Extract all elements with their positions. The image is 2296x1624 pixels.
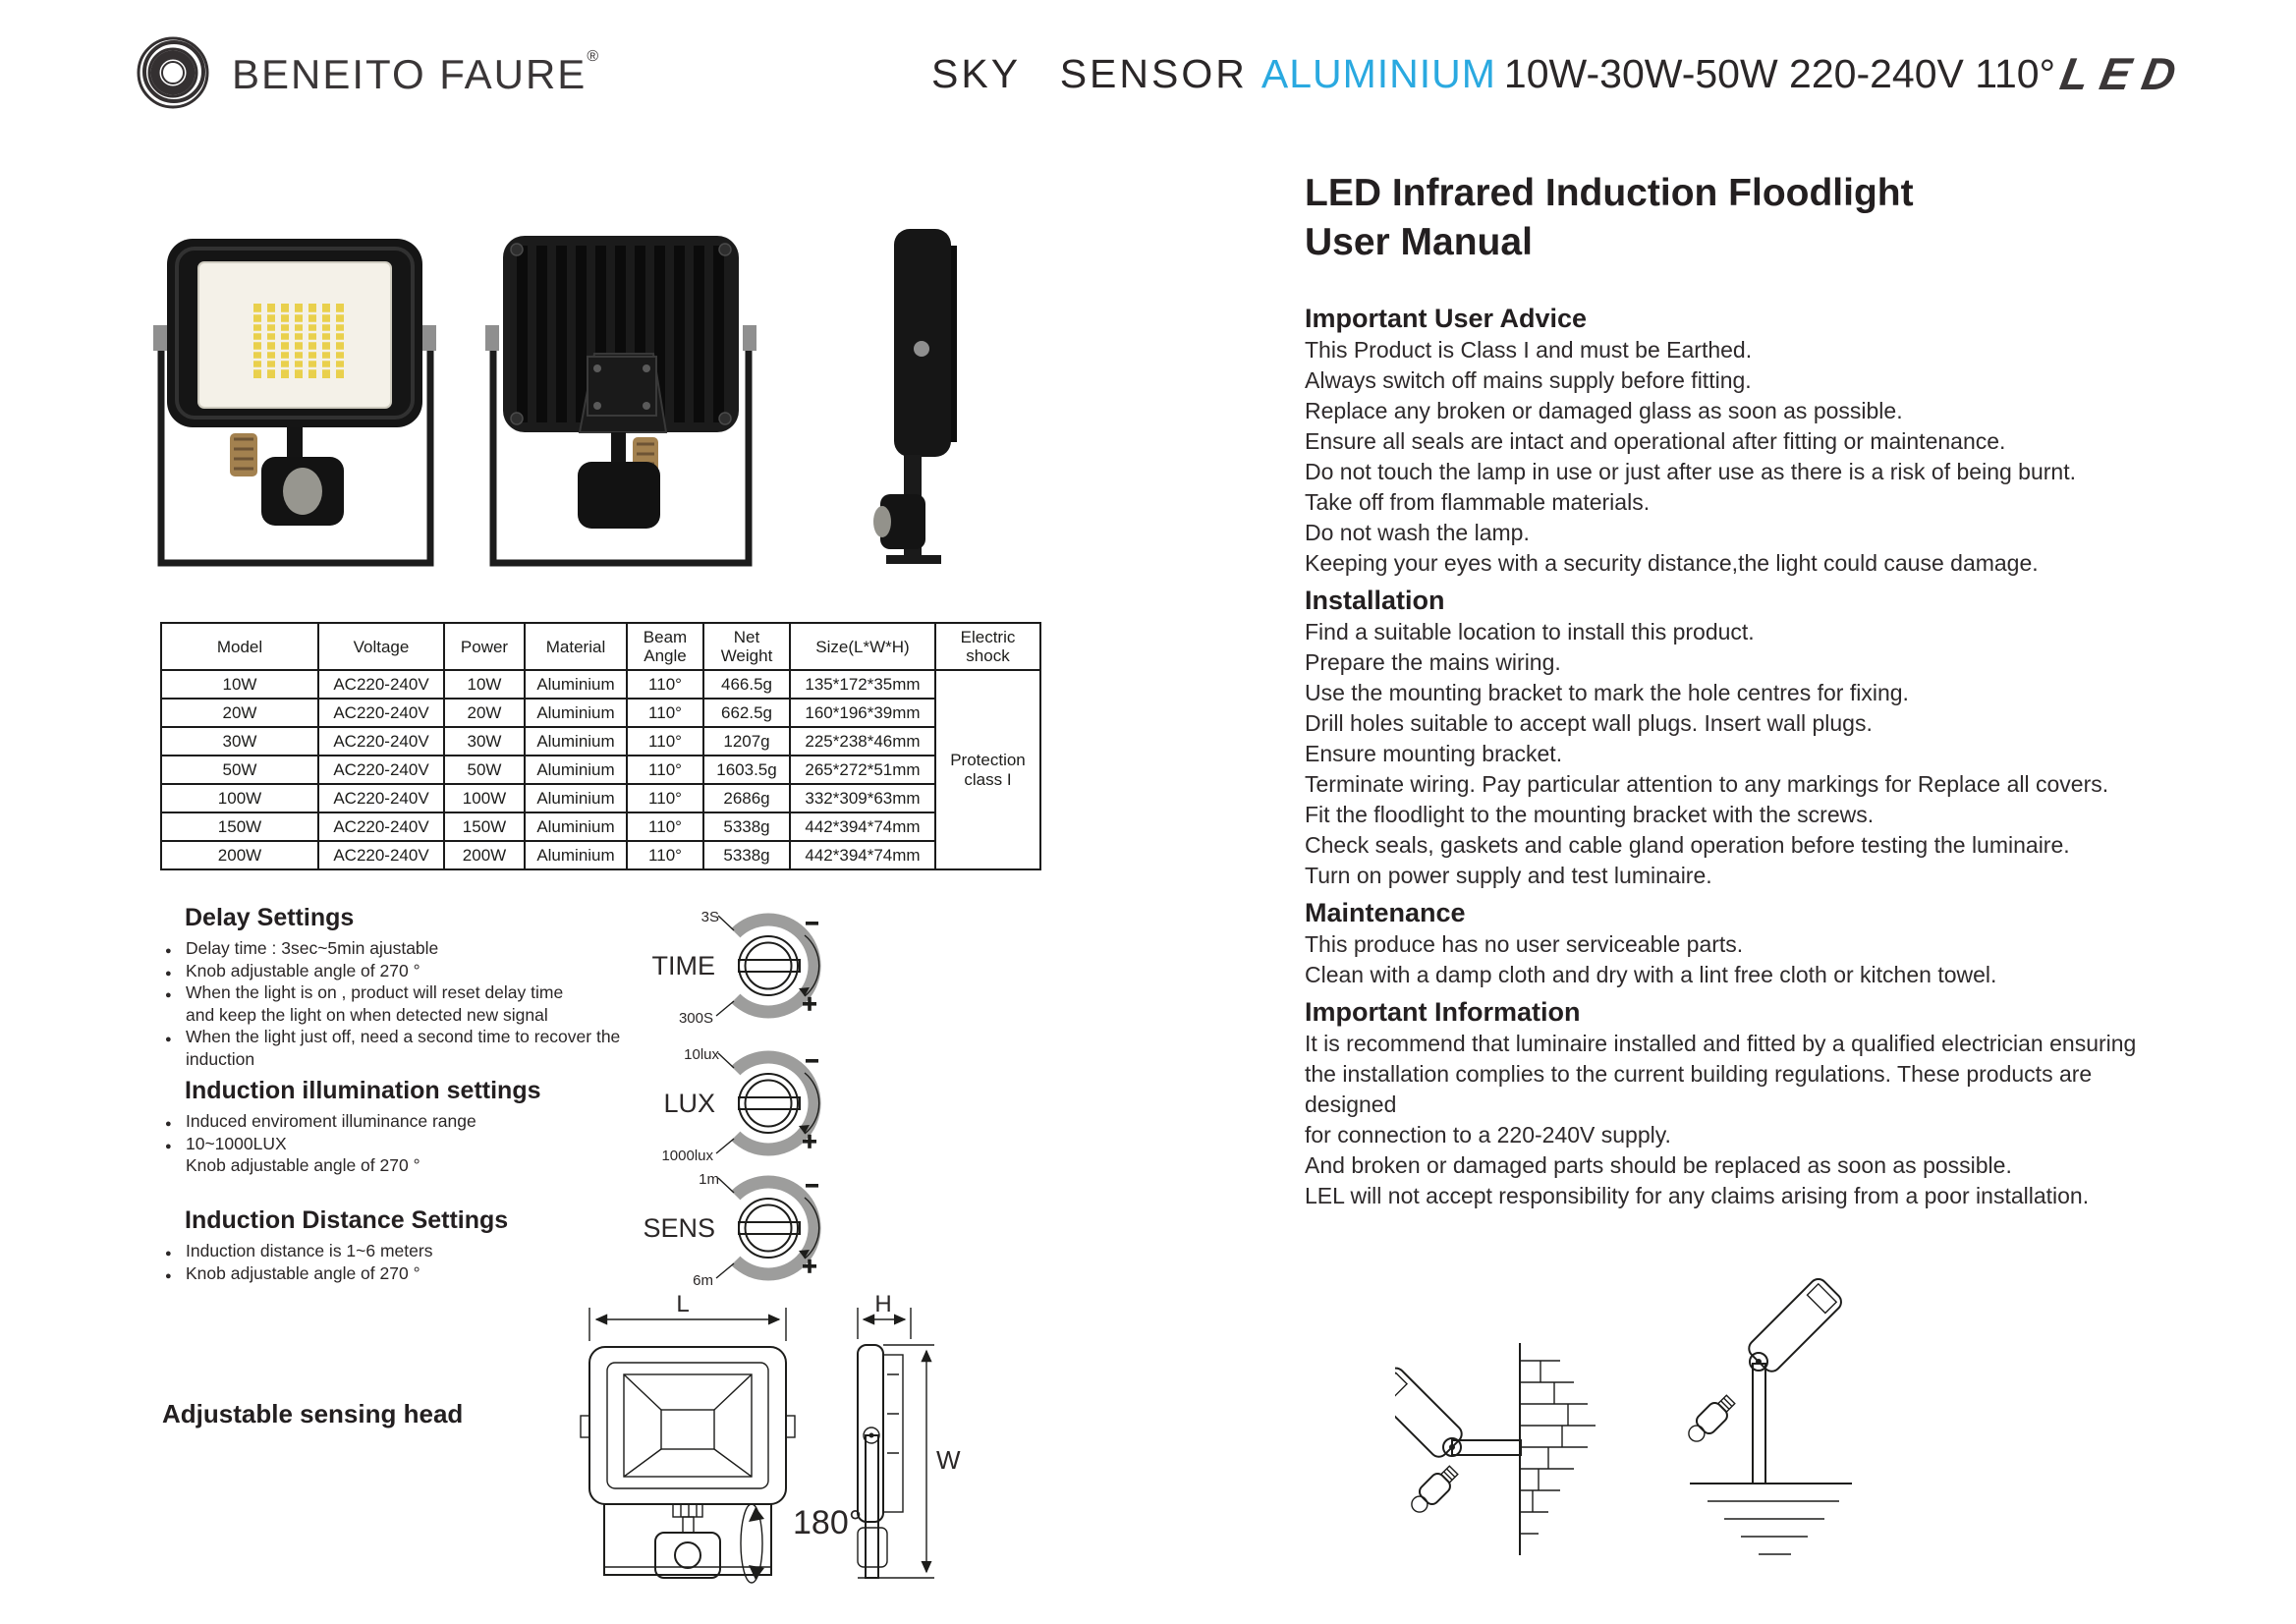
title-product-line: SKY SENSOR [931,51,1248,96]
section-heading: Induction Distance Settings [185,1206,509,1234]
drawing-side-view [858,1291,961,1578]
cell: 225*238*46mm [790,727,935,756]
col-header-size: Size(L*W*H) [790,623,935,670]
cell: 2686g [703,784,790,812]
brand-header [134,33,600,112]
cell: 110° [627,812,703,841]
knob-min-label: 1m [699,1171,719,1188]
dimension-drawing [545,1280,1046,1604]
cell: 50W [444,756,525,784]
cell: 150W [161,812,318,841]
adjustable-head-caption: Adjustable sensing head [162,1399,464,1428]
text-line: Prepare the mains wiring. [1305,649,1561,675]
cell: AC220-240V [318,670,444,699]
text-line: designed [1305,1092,1397,1117]
knob-max-label: 1000lux [661,1148,713,1164]
bullet-line: induction [186,1048,255,1069]
cell: 20W [444,699,525,727]
text-line: Ensure mounting bracket. [1305,741,1563,766]
table-row [161,841,1040,869]
text-line: And broken or damaged parts should be replaced as soon as possible. [1305,1152,2012,1178]
maintenance-heading: Maintenance [1305,898,1466,927]
cell: 1603.5g [703,756,790,784]
cell: Aluminium [525,670,627,699]
dim-width-label: W [936,1445,961,1475]
title-specs: 10W-30W-50W 220-240V 110° [1503,51,2056,96]
cell: 110° [627,727,703,756]
cell: 442*394*74mm [790,841,935,869]
cell: AC220-240V [318,699,444,727]
text-line: Ensure all seals are intact and operational after fitting or maintenance. [1305,428,2006,454]
cell: 662.5g [703,699,790,727]
cell: AC220-240V [318,784,444,812]
installation-heading: Installation [1305,586,1445,615]
bullet-line: ● Delay time : 3sec~5min ajustable [165,939,696,962]
knob-max-label: 6m [693,1272,713,1289]
floodlight-front-photo [153,239,436,563]
cell-electric-shock: Protection class I [935,670,1040,869]
drawing-front-view [581,1291,862,1583]
text-line: for connection to a 220-240V supply. [1305,1122,1671,1148]
cell: 150W [444,812,525,841]
text-line: Always switch off mains supply before fitting. [1305,367,1752,393]
bullet-line: ● Knob adjustable angle of 270 ° [165,1264,696,1287]
text-line: This Product is Class I and must be Earthed. [1305,337,1753,363]
cell: 135*172*35mm [790,670,935,699]
col-header-electric-shock: Electric shock [935,623,1040,670]
cell: 110° [627,841,703,869]
dim-length-label: L [676,1291,690,1317]
advice-heading: Important User Advice [1305,304,1588,333]
cell: 10W [444,670,525,699]
document-title [931,51,2055,97]
text-line: Terminate wiring. Pay particular attention to any markings for Replace all covers. [1305,771,2109,797]
bullet-icon: ● [165,989,172,1001]
col-header-model: Model [161,623,318,670]
registered-mark: ® [587,47,601,65]
spec-table [160,622,1041,870]
cell: 200W [161,841,318,869]
cell: Aluminium [525,812,627,841]
knob-label: SENS [643,1213,715,1243]
text-line: This produce has no user serviceable parts. [1305,931,1744,957]
cell: AC220-240V [318,727,444,756]
brand-name: BENEITO FAURE® [232,47,601,97]
col-header-material: Material [525,623,627,670]
cell: 20W [161,699,318,727]
bullet-icon: ● [165,1269,172,1282]
maintenance-body [1305,929,2282,990]
installation-diagrams [1395,1238,1945,1624]
table-row [161,699,1040,727]
wall-mount-diagram [1395,1343,1596,1555]
text-line: Replace any broken or damaged glass as soon as possible. [1305,398,1903,423]
info-heading: Important Information [1305,997,1581,1027]
bullet-line: ● Knob adjustable angle of 270 ° [165,962,696,984]
bullet-icon: ● [165,1140,172,1152]
text-line: Fit the floodlight to the mounting bracket with the screws. [1305,802,1875,827]
bullet-line: Knob adjustable angle of 270 ° [186,1155,420,1175]
bullet-line: ● When the light just off, need a second time to recover the [165,1028,696,1050]
cell: Aluminium [525,699,627,727]
cell: 5338g [703,841,790,869]
cell: 100W [161,784,318,812]
text-line: LEL will not accept responsibility for any claims arising from a poor installation. [1305,1183,2090,1208]
cell: 10W [161,670,318,699]
cell: Aluminium [525,841,627,869]
cell: Aluminium [525,727,627,756]
cell: 1207g [703,727,790,756]
cell: 110° [627,756,703,784]
text-line: Drill holes suitable to accept wall plugs. Insert wall plugs. [1305,710,1873,736]
rotation-angle-label: 180° [793,1504,863,1541]
cell: Aluminium [525,784,627,812]
bullet-line: and keep the light on when detected new signal [186,1004,548,1025]
floodlight-side-photo [873,229,957,564]
floodlight-back-photo [485,236,756,563]
manual-title-line2: User Manual [1305,221,1533,263]
cell: 30W [444,727,525,756]
cell: 160*196*39mm [790,699,935,727]
cell: AC220-240V [318,812,444,841]
text-line: Clean with a damp cloth and dry with a lint free cloth or kitchen towel. [1305,962,1997,987]
col-header-beam-angle: Beam Angle [627,623,703,670]
cell: 110° [627,784,703,812]
cell: 466.5g [703,670,790,699]
cell: 50W [161,756,318,784]
cell: 100W [444,784,525,812]
bullet-icon: ● [165,1248,172,1260]
bullet-line: ● Induction distance is 1~6 meters [165,1242,696,1264]
cell: 30W [161,727,318,756]
text-line: Use the mounting bracket to mark the hole centres for fixing. [1305,680,1909,705]
bullet-line: ● Induced enviroment illuminance range [165,1112,696,1135]
table-row [161,784,1040,812]
cell: 5338g [703,812,790,841]
sens-knob-diagram [609,1164,865,1292]
knob-max-label: 300S [678,1010,713,1027]
product-photos [118,201,1061,604]
table-row [161,812,1040,841]
advice-body [1305,335,2282,579]
ground-mount-diagram [1683,1275,1852,1554]
text-line: It is recommend that luminaire installed and fitted by a qualified electrician ensuring [1305,1031,2137,1056]
info-body [1305,1029,2282,1211]
table-row [161,670,1040,699]
text-line: Turn on power supply and test luminaire. [1305,863,1712,888]
knob-label: TIME [651,951,715,980]
knob-min-label: 3S [700,909,719,925]
dim-height-label: H [874,1291,892,1317]
cell: Aluminium [525,756,627,784]
text-line: Check seals, gaskets and cable gland operation before testing the luminaire. [1305,832,2070,858]
bullet-icon: ● [165,945,172,957]
text-line: Find a suitable location to install this product. [1305,619,1755,644]
bullet-line: ● 10~1000LUX [165,1135,696,1157]
cell: AC220-240V [318,841,444,869]
title-material: ALUMINIUM [1260,51,1496,96]
led-logo: LED [2056,48,2192,99]
text-line: Do not wash the lamp. [1305,520,1530,545]
bullet-icon: ● [165,1118,172,1130]
bullet-icon: ● [165,1034,172,1045]
installation-body [1305,617,2282,891]
cell: 265*272*51mm [790,756,935,784]
col-header-net-weight: Net Weight [703,623,790,670]
user-manual-column [1305,169,2282,1211]
bullet-line: ● When the light is on , product will reset delay time [165,983,696,1006]
table-header-row [161,623,1040,670]
col-header-power: Power [444,623,525,670]
section-heading: Induction illumination settings [185,1077,541,1104]
text-line: Keeping your eyes with a security distance,the light could cause damage. [1305,550,2039,576]
text-line: Do not touch the lamp in use or just after use as there is a risk of being burnt. [1305,459,2076,484]
manual-title-line1: LED Infrared Induction Floodlight [1305,172,1914,214]
cell: 200W [444,841,525,869]
table-row [161,727,1040,756]
cell: 110° [627,670,703,699]
knob-min-label: 10lux [684,1046,719,1063]
col-header-voltage: Voltage [318,623,444,670]
text-line: Take off from flammable materials. [1305,489,1651,515]
cell: 332*309*63mm [790,784,935,812]
table-row [161,756,1040,784]
bullet-icon: ● [165,967,172,980]
knob-label: LUX [663,1089,715,1118]
time-knob-diagram [609,902,865,1030]
cell: 110° [627,699,703,727]
cell: AC220-240V [318,756,444,784]
cell: 442*394*74mm [790,812,935,841]
section-heading: Delay Settings [185,904,355,931]
beneito-faure-logo-icon [134,33,212,112]
lux-knob-diagram [609,1039,865,1167]
text-line: the installation complies to the current building regulations. These products are [1305,1061,2093,1087]
